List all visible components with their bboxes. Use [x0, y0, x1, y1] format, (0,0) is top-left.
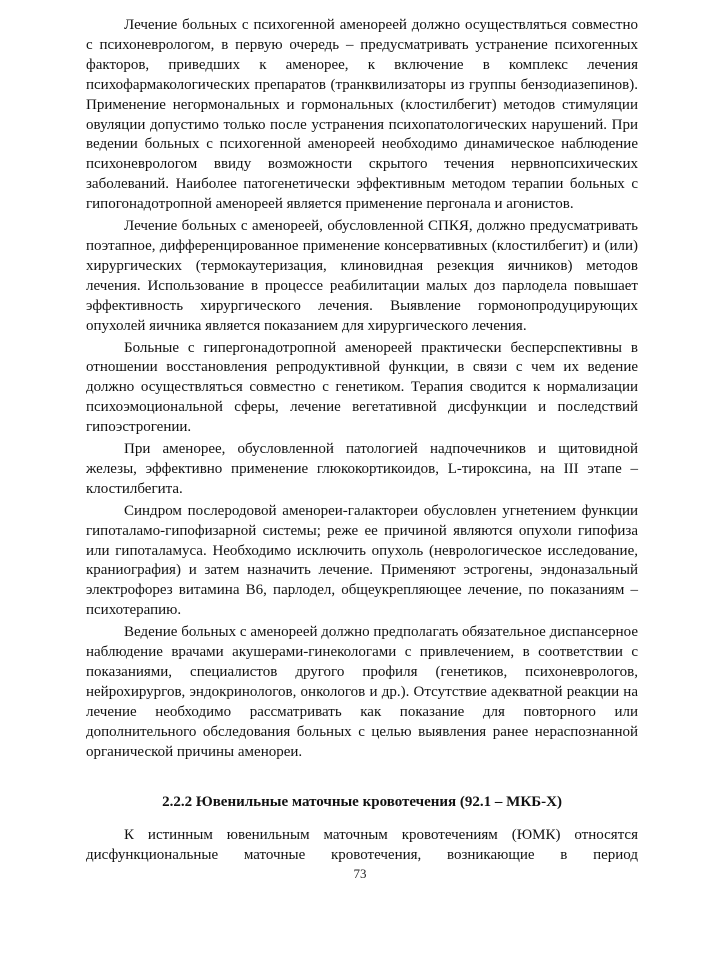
paragraph-juvenile-bleeding-intro: К истинным ювенильным маточным кровотечениям (ЮМК) относятся дисфункциональные маточные кровотечения, возникающие в период — [86, 827, 638, 864]
paragraph-adrenal-thyroid-amenorrhea: При аменорее, обусловленной патологией надпочечников и щитовидной железы, эффективно применение глюкокортикоидов, L-тироксина, на III этапе – клостилбегита. — [86, 441, 638, 497]
paragraph-hypergonadotropic-amenorrhea: Больные с гипергонадотропной аменореей практически бесперспективны в отношении восстановления репродуктивной функции, в связи с чем их ведение должно осуществляться совместно с генетиком. Терапия сводится к нормализации психоэмоциональной сферы, лечение вегетативной дисфункции и последствий гипоэстрогении. — [86, 339, 638, 436]
paragraph-dispensary-observation: Ведение больных с аменореей должно предполагать обязательное диспансерное наблюдение врачами акушерами-гинекологами с привлечением, в соответствии с показаниями, специалистов другого профиля (генетиков, психоневрологов, нейрохирургов, эндокринологов, онкологов и др.). Отсутствие адекватной реакции на лечение необходимо рассматривать как показание для повторного или дополнительного обследования больных с целью выявления ранее нераспознанной органической причины аменореи. — [86, 624, 638, 760]
section-heading: 2.2.2 Ювенильные маточные кровотечения (92.1 – МКБ-X) — [162, 793, 562, 810]
page-number: 73 — [353, 866, 367, 881]
page-content — [86, 16, 638, 866]
paragraph-psychogenic-amenorrhea: Лечение больных с психогенной аменореей должно осуществляться совместно с психоневрологом, в первую очередь – предусматривать устранение психогенных факторов, приведших к аменорее, к включение в комплекс лечения психофармакологических препаратов (транквилизаторы из группы бензодиазепинов). Применение негормональных и гормональных (клостилбегит) методов стимуляции овуляции допустимо только после устранения психопатологических нарушений. При ведении больных с психогенной аменореей необходимо динамическое наблюдение психоневрологом ввиду возможности скрытого течения нервнопсихических заболеваний. Наиболее патогенетически эффективным методом терапии больных с гипогонадотропной аменореей является применение пергонала и агонистов. — [86, 17, 638, 213]
paragraph-pcos-amenorrhea: Лечение больных с аменореей, обусловленной СПКЯ, должно предусматривать поэтапное, дифференцированное применение консервативных (клостилбегит) и (или) хирургических (термокаутеризация, клиновидная резекция яичников) методов лечения. Использование в процессе реабилитации малых доз парлодела повышает эффективность хирургического лечения. Выявление гормонопродуцирующих опухолей яичника является показанием для хирургического лечения. — [86, 218, 638, 334]
paragraph-postpartum-galactorrhea: Синдром послеродовой аменореи-галактореи обусловлен угнетением функции гипоталамо-гипофизарной системы; реже ее причиной являются опухоли гипофиза или гипоталамуса. Необходимо исключить опухоль (неврологическое исследование, краниография) и затем назначить лечение. Применяют эстрогены, эндоназальный электрофорез витамина В6, парлодел, общеукрепляющее лечение, по показаниям – психотерапию. — [86, 502, 638, 619]
